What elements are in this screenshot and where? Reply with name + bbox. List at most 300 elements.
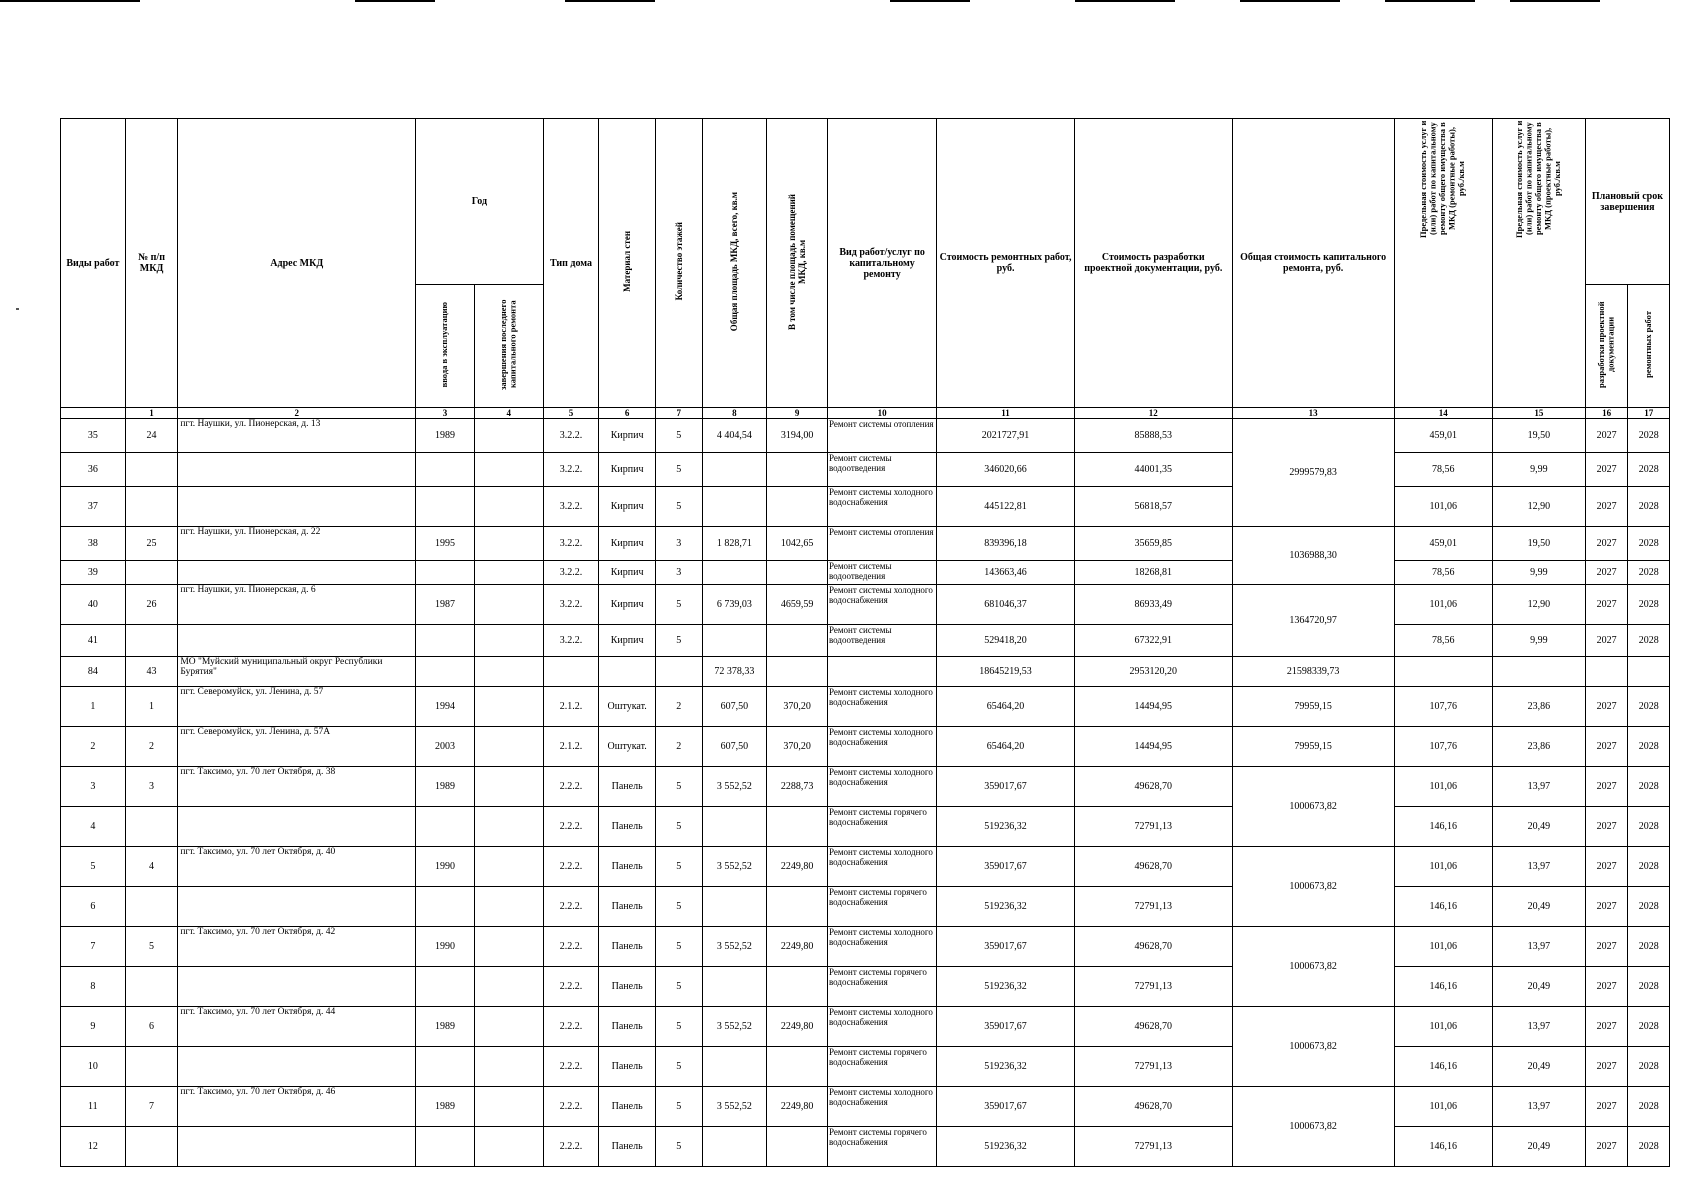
year-last-repair <box>474 453 543 487</box>
work-type: Ремонт системы холодного водоснабжения <box>827 1007 936 1047</box>
year-last-repair <box>474 625 543 657</box>
deadline-design <box>1585 657 1628 687</box>
total-cost: 79959,15 <box>1232 687 1394 727</box>
house-type: 2.1.2. <box>543 727 599 767</box>
house-type: 3.2.2. <box>543 561 599 585</box>
work-type: Ремонт системы холодного водоснабжения <box>827 487 936 527</box>
deadline-repair <box>1628 657 1670 687</box>
mkd-number <box>125 807 178 847</box>
year-last-repair <box>474 767 543 807</box>
repair-cost: 65464,20 <box>937 727 1075 767</box>
year-commissioned: 1989 <box>416 1007 475 1047</box>
column-number: 4 <box>474 408 543 419</box>
design-cost: 14494,95 <box>1074 727 1232 767</box>
year-commissioned: 1990 <box>416 927 475 967</box>
address: пгт. Таксимо, ул. 70 лет Октября, д. 38 <box>178 767 416 807</box>
floors: 5 <box>655 1087 702 1127</box>
row-number: 40 <box>61 585 126 625</box>
deadline-repair: 2028 <box>1628 527 1670 561</box>
work-type: Ремонт системы горячего водоснабжения <box>827 807 936 847</box>
column-number: 5 <box>543 408 599 419</box>
year-last-repair <box>474 527 543 561</box>
design-cost: 14494,95 <box>1074 687 1232 727</box>
year-last-repair <box>474 887 543 927</box>
work-type: Ремонт системы водоотведения <box>827 561 936 585</box>
design-cost: 44001,35 <box>1074 453 1232 487</box>
mkd-number: 43 <box>125 657 178 687</box>
header-srok-proekt <box>1585 285 1628 408</box>
wall-material: Панель <box>599 847 656 887</box>
limit-repair-cost: 146,16 <box>1394 1127 1492 1167</box>
mkd-number: 24 <box>125 419 178 453</box>
house-type: 2.2.2. <box>543 1007 599 1047</box>
floors: 5 <box>655 807 702 847</box>
year-last-repair <box>474 807 543 847</box>
mkd-number <box>125 625 178 657</box>
total-area: 4 404,54 <box>702 419 767 453</box>
repair-cost: 519236,32 <box>937 967 1075 1007</box>
total-area: 3 552,52 <box>702 1007 767 1047</box>
limit-design-cost: 13,97 <box>1492 927 1585 967</box>
mkd-number <box>125 1127 178 1167</box>
design-cost: 72791,13 <box>1074 967 1232 1007</box>
deadline-repair: 2028 <box>1628 887 1670 927</box>
address <box>178 887 416 927</box>
year-last-repair <box>474 1007 543 1047</box>
year-commissioned: 1989 <box>416 767 475 807</box>
mkd-number: 2 <box>125 727 178 767</box>
total-cost: 1364720,97 <box>1232 585 1394 657</box>
table-row <box>61 561 1670 585</box>
year-last-repair <box>474 487 543 527</box>
row-number: 6 <box>61 887 126 927</box>
year-commissioned <box>416 561 475 585</box>
total-area: 72 378,33 <box>702 657 767 687</box>
design-cost: 49628,70 <box>1074 1007 1232 1047</box>
repair-cost: 519236,32 <box>937 1127 1075 1167</box>
repair-cost: 359017,67 <box>937 1007 1075 1047</box>
repair-cost: 681046,37 <box>937 585 1075 625</box>
premises-area: 2249,80 <box>767 1087 828 1127</box>
address: пгт. Северомуйск, ул. Ленина, д. 57 <box>178 687 416 727</box>
limit-repair-cost: 101,06 <box>1394 1087 1492 1127</box>
wall-material: Панель <box>599 1127 656 1167</box>
row-number: 84 <box>61 657 126 687</box>
total-cost: 1000673,82 <box>1232 927 1394 1007</box>
year-last-repair <box>474 927 543 967</box>
total-area <box>702 1047 767 1087</box>
address: пгт. Таксимо, ул. 70 лет Октября, д. 42 <box>178 927 416 967</box>
total-area: 607,50 <box>702 687 767 727</box>
premises-area: 370,20 <box>767 727 828 767</box>
mkd-number: 25 <box>125 527 178 561</box>
header-srok-remont <box>1628 285 1670 408</box>
limit-design-cost: 19,50 <box>1492 419 1585 453</box>
limit-design-cost: 20,49 <box>1492 807 1585 847</box>
floors: 3 <box>655 527 702 561</box>
scan-edge-line <box>0 0 140 2</box>
total-area: 3 552,52 <box>702 927 767 967</box>
year-last-repair <box>474 561 543 585</box>
design-cost: 2953120,20 <box>1074 657 1232 687</box>
column-number: 8 <box>702 408 767 419</box>
design-cost: 18268,81 <box>1074 561 1232 585</box>
mkd-number: 3 <box>125 767 178 807</box>
address: пгт. Таксимо, ул. 70 лет Октября, д. 46 <box>178 1087 416 1127</box>
limit-repair-cost: 101,06 <box>1394 487 1492 527</box>
column-number: 13 <box>1232 408 1394 419</box>
deadline-design: 2027 <box>1585 927 1628 967</box>
year-commissioned: 1995 <box>416 527 475 561</box>
row-number: 35 <box>61 419 126 453</box>
table-row <box>61 625 1670 657</box>
scan-edge-line <box>1075 0 1175 2</box>
floors: 5 <box>655 927 702 967</box>
row-number: 38 <box>61 527 126 561</box>
wall-material: Панель <box>599 1047 656 1087</box>
address: пгт. Наушки, ул. Пионерская, д. 6 <box>178 585 416 625</box>
header-srok-remont-text: ремонтных работ <box>1642 311 1653 378</box>
address <box>178 625 416 657</box>
wall-material: Панель <box>599 767 656 807</box>
row-number: 36 <box>61 453 126 487</box>
table-row <box>61 807 1670 847</box>
header-obsh-stoim: Общая стоимость капитального ремонта, руб. <box>1232 119 1394 408</box>
house-type: 2.2.2. <box>543 927 599 967</box>
total-cost: 1036988,30 <box>1232 527 1394 585</box>
work-type: Ремонт системы холодного водоснабжения <box>827 687 936 727</box>
repair-cost: 359017,67 <box>937 1087 1075 1127</box>
mkd-number: 7 <box>125 1087 178 1127</box>
work-type: Ремонт системы водоотведения <box>827 625 936 657</box>
limit-design-cost: 9,99 <box>1492 625 1585 657</box>
repair-cost: 839396,18 <box>937 527 1075 561</box>
row-number: 41 <box>61 625 126 657</box>
wall-material: Кирпич <box>599 527 656 561</box>
house-type: 2.1.2. <box>543 687 599 727</box>
row-number: 7 <box>61 927 126 967</box>
limit-design-cost <box>1492 657 1585 687</box>
total-area <box>702 487 767 527</box>
header-pred-remont <box>1394 119 1492 408</box>
header-god-vvod <box>416 285 475 408</box>
premises-area <box>767 625 828 657</box>
header-stoim-remont: Стоимость ремонтных работ, руб. <box>937 119 1075 408</box>
row-number: 39 <box>61 561 126 585</box>
table-row <box>61 487 1670 527</box>
house-type <box>543 657 599 687</box>
mkd-number <box>125 887 178 927</box>
mkd-number: 4 <box>125 847 178 887</box>
limit-repair-cost: 107,76 <box>1394 727 1492 767</box>
header-ploshad-pomesh-text: В том числе площадь помещений МКД, кв.м <box>787 193 808 330</box>
total-area <box>702 1127 767 1167</box>
limit-repair-cost: 101,06 <box>1394 1007 1492 1047</box>
header-vid-rabot: Виды работ <box>61 119 126 408</box>
work-type: Ремонт системы холодного водоснабжения <box>827 1087 936 1127</box>
header-material <box>599 119 656 408</box>
deadline-repair: 2028 <box>1628 625 1670 657</box>
design-cost: 72791,13 <box>1074 807 1232 847</box>
deadline-repair: 2028 <box>1628 927 1670 967</box>
deadline-design: 2027 <box>1585 1127 1628 1167</box>
work-type <box>827 657 936 687</box>
year-commissioned: 1989 <box>416 1087 475 1127</box>
year-commissioned: 1994 <box>416 687 475 727</box>
table-row <box>61 453 1670 487</box>
repair-cost: 18645219,53 <box>937 657 1075 687</box>
work-type: Ремонт системы горячего водоснабжения <box>827 967 936 1007</box>
deadline-design: 2027 <box>1585 585 1628 625</box>
premises-area: 1042,65 <box>767 527 828 561</box>
limit-design-cost: 20,49 <box>1492 1127 1585 1167</box>
table-row <box>61 419 1670 453</box>
column-number <box>61 408 126 419</box>
repair-cost: 346020,66 <box>937 453 1075 487</box>
header-god-vvod-text: ввода в эксплуатацию <box>439 301 450 388</box>
work-type: Ремонт системы холодного водоснабжения <box>827 927 936 967</box>
wall-material: Панель <box>599 1007 656 1047</box>
design-cost: 67322,91 <box>1074 625 1232 657</box>
mkd-number: 5 <box>125 927 178 967</box>
premises-area <box>767 657 828 687</box>
year-commissioned <box>416 967 475 1007</box>
work-type: Ремонт системы холодного водоснабжения <box>827 847 936 887</box>
premises-area: 2249,80 <box>767 847 828 887</box>
year-last-repair <box>474 657 543 687</box>
floors: 3 <box>655 561 702 585</box>
wall-material: Кирпич <box>599 561 656 585</box>
repair-cost: 519236,32 <box>937 807 1075 847</box>
wall-material: Кирпич <box>599 487 656 527</box>
deadline-repair: 2028 <box>1628 487 1670 527</box>
floors: 5 <box>655 453 702 487</box>
year-last-repair <box>474 1047 543 1087</box>
address <box>178 967 416 1007</box>
deadline-design: 2027 <box>1585 1087 1628 1127</box>
row-number: 12 <box>61 1127 126 1167</box>
limit-design-cost: 23,86 <box>1492 687 1585 727</box>
column-number: 7 <box>655 408 702 419</box>
header-srok: Плановый срок завершения <box>1585 119 1669 285</box>
total-area: 1 828,71 <box>702 527 767 561</box>
floors: 5 <box>655 625 702 657</box>
header-stoim-proekt: Стоимость разработки проектной документации, руб. <box>1074 119 1232 408</box>
limit-repair-cost: 146,16 <box>1394 807 1492 847</box>
design-cost: 72791,13 <box>1074 887 1232 927</box>
house-type: 2.2.2. <box>543 847 599 887</box>
deadline-design: 2027 <box>1585 561 1628 585</box>
table-row <box>61 585 1670 625</box>
total-area <box>702 887 767 927</box>
limit-design-cost: 13,97 <box>1492 767 1585 807</box>
table-row <box>61 927 1670 967</box>
limit-repair-cost: 101,06 <box>1394 767 1492 807</box>
premises-area: 2249,80 <box>767 1007 828 1047</box>
year-commissioned <box>416 887 475 927</box>
deadline-repair: 2028 <box>1628 419 1670 453</box>
premises-area <box>767 807 828 847</box>
row-number: 8 <box>61 967 126 1007</box>
premises-area <box>767 1047 828 1087</box>
work-type: Ремонт системы отопления <box>827 527 936 561</box>
column-number: 9 <box>767 408 828 419</box>
total-cost: 1000673,82 <box>1232 767 1394 847</box>
design-cost: 35659,85 <box>1074 527 1232 561</box>
table-row <box>61 887 1670 927</box>
row-number: 10 <box>61 1047 126 1087</box>
premises-area: 3194,00 <box>767 419 828 453</box>
floors: 5 <box>655 1047 702 1087</box>
limit-design-cost: 12,90 <box>1492 487 1585 527</box>
header-vid-uslug: Вид работ/услуг по капитальному ремонту <box>827 119 936 408</box>
work-type: Ремонт системы отопления <box>827 419 936 453</box>
address <box>178 453 416 487</box>
limit-design-cost: 13,97 <box>1492 847 1585 887</box>
row-number: 3 <box>61 767 126 807</box>
column-number: 15 <box>1492 408 1585 419</box>
limit-repair-cost: 78,56 <box>1394 561 1492 585</box>
column-number: 1 <box>125 408 178 419</box>
wall-material: Оштукат. <box>599 727 656 767</box>
premises-area: 2249,80 <box>767 927 828 967</box>
house-type: 2.2.2. <box>543 1127 599 1167</box>
repair-cost: 359017,67 <box>937 927 1075 967</box>
total-area <box>702 625 767 657</box>
table-row <box>61 687 1670 727</box>
repair-cost: 359017,67 <box>937 767 1075 807</box>
year-commissioned: 2003 <box>416 727 475 767</box>
deadline-repair: 2028 <box>1628 687 1670 727</box>
house-type: 3.2.2. <box>543 487 599 527</box>
header-obsh-ploshad <box>702 119 767 408</box>
scan-edge-line <box>1510 0 1600 2</box>
address <box>178 807 416 847</box>
year-last-repair <box>474 967 543 1007</box>
floors: 5 <box>655 585 702 625</box>
floors: 5 <box>655 767 702 807</box>
repair-cost: 519236,32 <box>937 1047 1075 1087</box>
row-number: 4 <box>61 807 126 847</box>
design-cost: 49628,70 <box>1074 927 1232 967</box>
design-cost: 72791,13 <box>1074 1127 1232 1167</box>
house-type: 2.2.2. <box>543 1087 599 1127</box>
column-number: 11 <box>937 408 1075 419</box>
deadline-repair: 2028 <box>1628 807 1670 847</box>
limit-repair-cost: 78,56 <box>1394 625 1492 657</box>
premises-area: 4659,59 <box>767 585 828 625</box>
premises-area <box>767 887 828 927</box>
design-cost: 49628,70 <box>1074 767 1232 807</box>
mkd-number <box>125 487 178 527</box>
limit-repair-cost <box>1394 657 1492 687</box>
work-type: Ремонт системы горячего водоснабжения <box>827 1127 936 1167</box>
scan-edge-line <box>1385 0 1475 2</box>
premises-area: 2288,73 <box>767 767 828 807</box>
limit-design-cost: 20,49 <box>1492 1047 1585 1087</box>
year-commissioned: 1987 <box>416 585 475 625</box>
total-cost: 2999579,83 <box>1232 419 1394 527</box>
limit-design-cost: 19,50 <box>1492 527 1585 561</box>
wall-material: Кирпич <box>599 453 656 487</box>
limit-repair-cost: 459,01 <box>1394 527 1492 561</box>
deadline-repair: 2028 <box>1628 1007 1670 1047</box>
floors: 5 <box>655 487 702 527</box>
address <box>178 487 416 527</box>
header-nomer-mkd: № п/п МКД <box>125 119 178 408</box>
total-area: 3 552,52 <box>702 847 767 887</box>
table-row <box>61 1127 1670 1167</box>
table-row <box>61 727 1670 767</box>
column-number: 17 <box>1628 408 1670 419</box>
scan-speck <box>16 308 19 310</box>
deadline-repair: 2028 <box>1628 967 1670 1007</box>
wall-material: Панель <box>599 927 656 967</box>
work-type: Ремонт системы водоотведения <box>827 453 936 487</box>
wall-material: Панель <box>599 967 656 1007</box>
house-type: 3.2.2. <box>543 419 599 453</box>
header-pred-remont-text: Предельная стоимость услуг и (или) работ по капитальному ремонту общего имущества в МКД (ремонтные работы), руб./кв.м <box>1418 120 1467 238</box>
repair-cost: 2021727,91 <box>937 419 1075 453</box>
year-commissioned <box>416 1047 475 1087</box>
limit-repair-cost: 101,06 <box>1394 585 1492 625</box>
deadline-design: 2027 <box>1585 487 1628 527</box>
column-number: 14 <box>1394 408 1492 419</box>
row-number: 11 <box>61 1087 126 1127</box>
mkd-number <box>125 561 178 585</box>
repair-cost: 359017,67 <box>937 847 1075 887</box>
total-area: 6 739,03 <box>702 585 767 625</box>
house-type: 2.2.2. <box>543 1047 599 1087</box>
design-cost: 86933,49 <box>1074 585 1232 625</box>
deadline-design: 2027 <box>1585 807 1628 847</box>
limit-repair-cost: 101,06 <box>1394 927 1492 967</box>
house-type: 3.2.2. <box>543 625 599 657</box>
header-god: Год <box>416 119 544 285</box>
total-cost: 79959,15 <box>1232 727 1394 767</box>
address: пгт. Таксимо, ул. 70 лет Октября, д. 40 <box>178 847 416 887</box>
deadline-design: 2027 <box>1585 887 1628 927</box>
deadline-design: 2027 <box>1585 727 1628 767</box>
mkd-number: 1 <box>125 687 178 727</box>
table-row <box>61 847 1670 887</box>
limit-design-cost: 9,99 <box>1492 453 1585 487</box>
deadline-repair: 2028 <box>1628 453 1670 487</box>
mkd-number: 26 <box>125 585 178 625</box>
column-number-row <box>61 408 1670 419</box>
deadline-design: 2027 <box>1585 527 1628 561</box>
scan-edge-line <box>565 0 655 2</box>
deadline-repair: 2028 <box>1628 767 1670 807</box>
year-last-repair <box>474 585 543 625</box>
header-ploshad-pomesh <box>767 119 828 408</box>
address: пгт. Северомуйск, ул. Ленина, д. 57А <box>178 727 416 767</box>
year-commissioned: 1989 <box>416 419 475 453</box>
floors: 5 <box>655 847 702 887</box>
limit-design-cost: 23,86 <box>1492 727 1585 767</box>
total-area: 607,50 <box>702 727 767 767</box>
floors: 5 <box>655 1007 702 1047</box>
limit-design-cost: 13,97 <box>1492 1087 1585 1127</box>
floors: 2 <box>655 727 702 767</box>
year-commissioned <box>416 625 475 657</box>
house-type: 3.2.2. <box>543 585 599 625</box>
address <box>178 1127 416 1167</box>
total-area: 3 552,52 <box>702 767 767 807</box>
deadline-design: 2027 <box>1585 419 1628 453</box>
repair-cost: 143663,46 <box>937 561 1075 585</box>
address <box>178 561 416 585</box>
